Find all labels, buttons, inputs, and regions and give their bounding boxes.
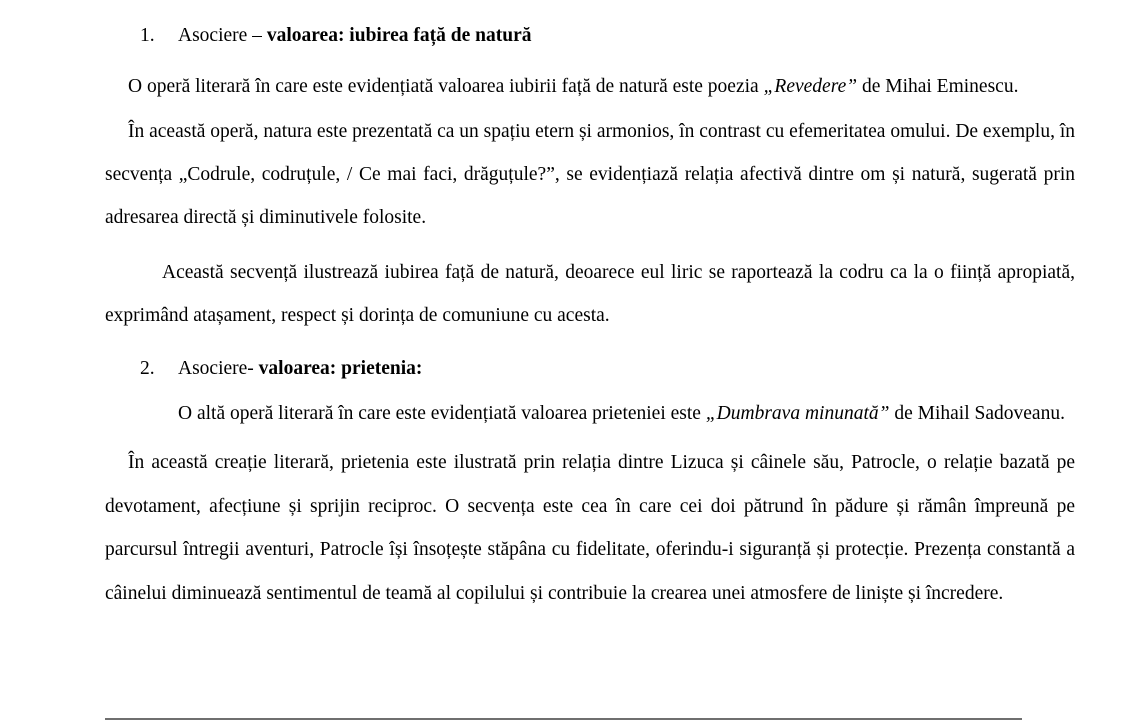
paragraph-dumbrava-analysis: În această creație literară, prietenia este ilustrată prin relația dintre Lizuca și câinele său, Patrocle, o relație bazată pe devotament, afecțiune și sprijin reciproc. O secvența este cea în care cei doi pătrund în pădure și rămân împreună pe parcursul întregii aventuri, Patrocle își însoțește stăpâna cu fidelitate, oferindu-i siguranță și protecție. Prezența constantă a câinelui diminuează sentimentul de teamă al copilului și contribuie la crearea unei atmosfere de liniște și încredere.	[105, 452, 1075, 604]
paragraph-dumbrava-intro: O altă operă literară în care este evidențiată valoarea prieteniei este „Dumbrava minunată” de Mihail Sadoveanu.	[178, 403, 1065, 424]
paragraph-revedere-intro: O operă literară în care este evidențiată valoarea iubirii față de natură este poezia „Revedere” de Mihai Eminescu.	[128, 76, 1019, 97]
list-item-1-title: Asociere – valoarea: iubirea față de natură	[178, 25, 532, 46]
paragraph-revedere-conclusion: Această secvență ilustrează iubirea față de natură, deoarece eul liric se raportează la codru ca la o ființă apropiată, exprimând atașament, respect și dorința de comuniune cu acesta.	[105, 262, 1075, 326]
list-number-2: 2.	[140, 358, 155, 379]
list-number-1: 1.	[140, 25, 155, 46]
page-bottom-rule	[105, 718, 1022, 720]
list-item-2-heading	[140, 347, 1075, 390]
list-item-1-heading	[140, 22, 1075, 49]
list-item-2-title: Asociere- valoarea: prietenia:	[178, 358, 423, 379]
paragraph-revedere-analysis: În această operă, natura este prezentată ca un spațiu etern și armonios, în contrast cu efemeritatea omului. De exemplu, în secvența „Codrule, codruțule, / Ce mai faci, drăguțule?”, se evidențiază relația afectivă dintre om și natură, sugerată prin adresarea directă și diminutivele folosite.	[105, 121, 1075, 228]
